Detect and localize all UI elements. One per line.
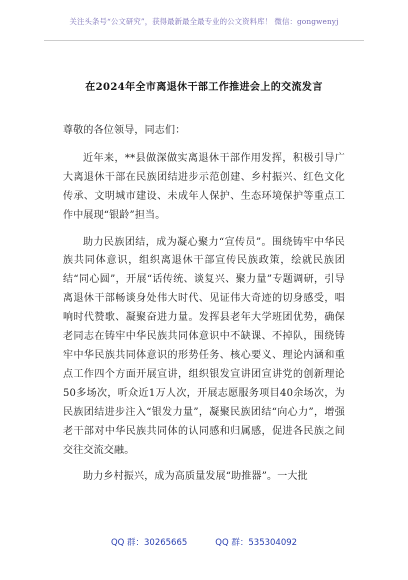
- paragraph: 近年来，**县做深做实离退休干部作用发挥，积极引导广大离退休干部在民族团结进步示范创建、乡村振兴、红色文化传承、文明城市建设、未成年人保护、生态环境保护等重点工作中展现“银龄”担当。: [63, 152, 345, 221]
- qq-group-2: QQ 群：535304092: [215, 538, 298, 548]
- footer-qq-groups: [0, 536, 408, 548]
- paragraph: 助力乡村振兴，成为高质量发展“助推器”。一大批: [83, 471, 308, 483]
- document-title: 在2024年全市离退休干部工作推进会上的交流发言: [85, 82, 323, 93]
- qq-group-1: QQ 群：30265665: [110, 538, 188, 548]
- paragraph: 助力民族团结，成为凝心聚力“宣传员”。围绕铸牢中华民族共同体意识，组织离退休干部宣传民族政策，绘就民族团结“同心圆”，开展“话传统、谈复兴、聚力量”专题调研，引导离退休干部畅谈身处伟大时代、见证伟大奇迹的切身感受，唱响时代赞歌、凝聚奋进力量。发挥县老年大学班团优势，确保老同志在铸牢中华民族共同体意识中不缺课、不掉队，围绕铸牢中华民族共同体意识的形势任务、核心要义、理论内涵和重点工作四个方面开展宣讲，组织银发宣讲团宣讲党的创新理论50多场次，听众近1万人次，开展志愿服务项目40余场次，为民族团结进步注入“银发力量”，凝聚民族团结“向心力”，增强老干部对中华民族共同体的认同感和归属感，促进各民族之间交往交流交融。: [63, 236, 345, 456]
- salutation: 尊敬的各位领导，同志们：: [63, 125, 186, 136]
- header-divider: [44, 40, 364, 41]
- document-body: [63, 122, 345, 487]
- header-notice: 关注头条号“公文研究”，获得最新最全最专业的公文资料库！ 微信：gongwenyj: [69, 17, 339, 26]
